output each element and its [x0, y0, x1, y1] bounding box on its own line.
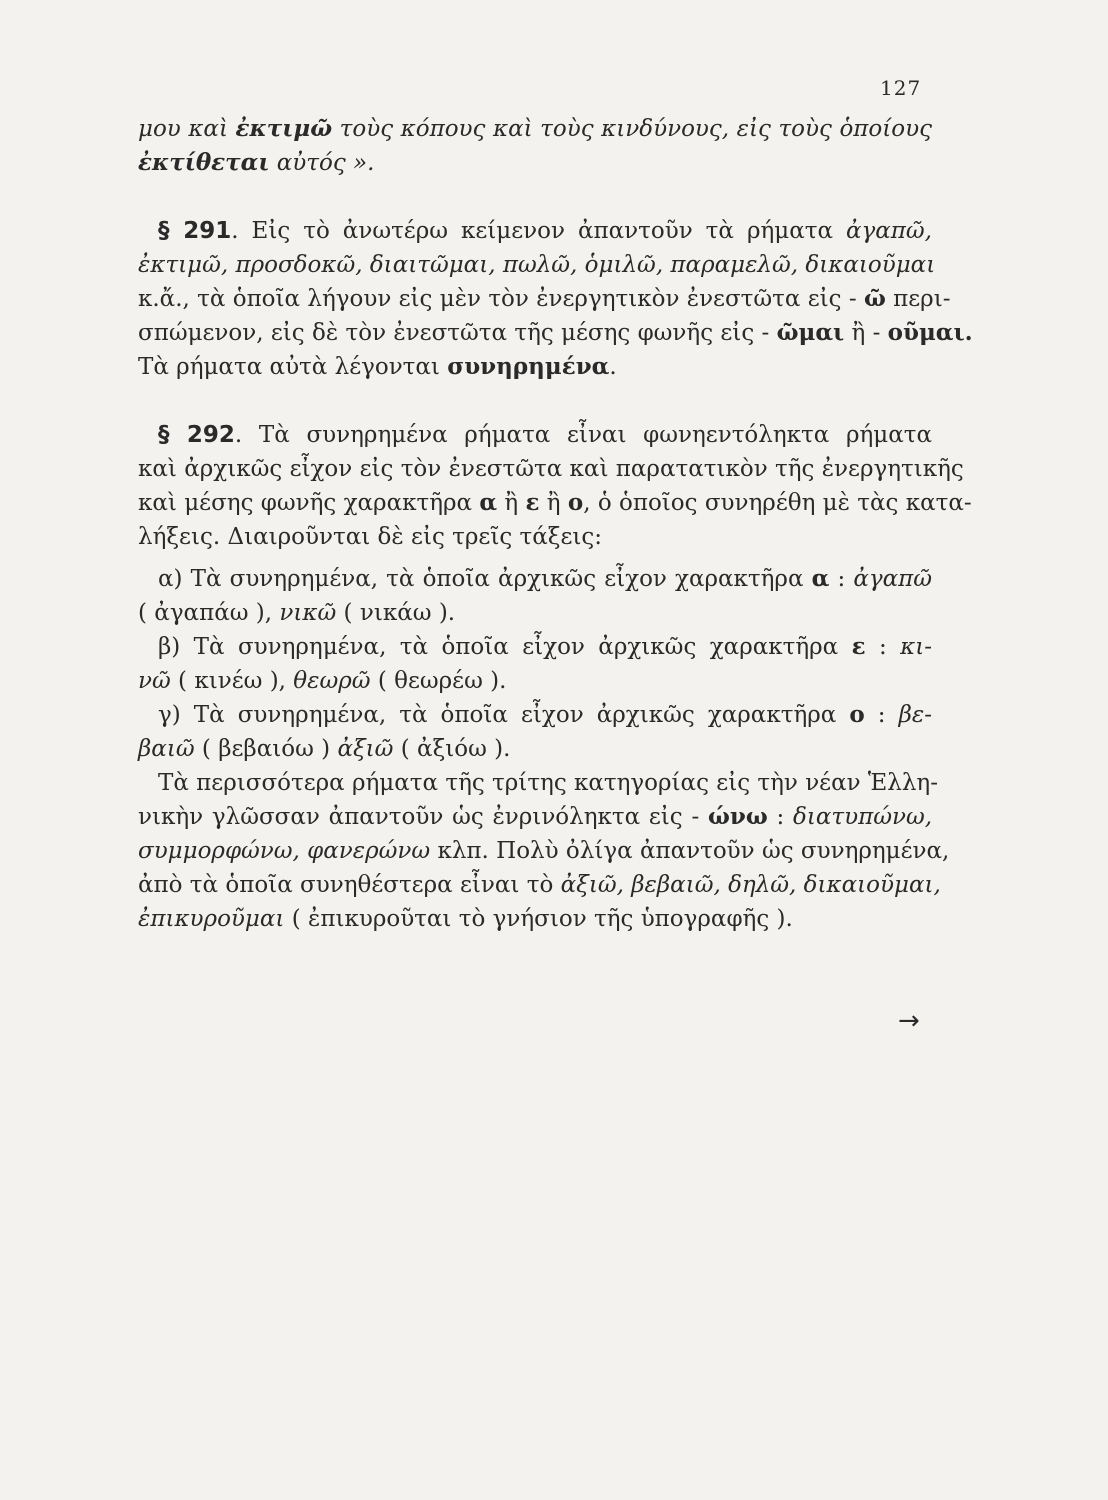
text-span: βε-: [898, 702, 932, 728]
text-span: ἀξιῶ, βεβαιῶ, δηλῶ, δικαιοῦμαι,: [560, 872, 941, 898]
text-span: α) Τὰ συνηρημένα, τὰ ὁποῖα ἀρχικῶς εἶχον χαρακτῆρα: [158, 566, 812, 592]
text-span: ἀγαπῶ: [853, 566, 932, 592]
text-line: [138, 350, 932, 384]
text-span: ἀξιῶ: [337, 736, 394, 762]
text-line: [138, 486, 972, 520]
text-line: [138, 800, 932, 834]
text-span: . Τὰ συνηρημένα ρήματα εἶναι φωνηεντόληκτα ρήματα: [234, 422, 932, 448]
text-span: Τὰ ρήματα αὐτὰ λέγονται: [138, 354, 448, 380]
text-line: [138, 146, 932, 180]
text-span: καὶ μέσης φωνῆς χαρακτῆρα: [138, 490, 480, 516]
bold-term: ο: [849, 701, 865, 728]
text-span: κλπ. Πολὺ ὀλίγα ἀπαντοῦν ὡς συνηρημένα,: [430, 838, 950, 864]
text-span: :: [767, 804, 793, 830]
text-span: κι-: [900, 634, 933, 660]
text-span: γ) Τὰ συνηρημένα, τὰ ὁποῖα εἶχον ἀρχικῶς χαρακτῆρα: [158, 702, 850, 728]
text-span: λήξεις. Διαιροῦνται δὲ εἰς τρεῖς τάξεις:: [138, 524, 603, 550]
text-span: ( ἐπικυροῦται τὸ γνήσιον τῆς ὑπογραφῆς ).: [284, 906, 793, 932]
text-span: κ.ἄ., τὰ ὁποῖα λήγουν εἰς μὲν τὸν ἐνεργητικὸν ἐνεστῶτα εἰς -: [138, 286, 864, 312]
text-span: ἀγαπῶ,: [846, 218, 932, 244]
bold-term: ῶμαι: [776, 319, 845, 346]
section-291-heading-line: [158, 214, 932, 248]
text-span: ( βεβαιόω ): [194, 736, 338, 762]
continue-arrow-icon: →: [898, 1006, 920, 1036]
list-item-beta: [158, 630, 932, 664]
bold-term: ῶ: [863, 285, 886, 312]
text-span: , ὁ ὁποῖος συνηρέθη μὲ τὰς κατα-: [583, 490, 972, 516]
list-item-gamma: [158, 698, 932, 732]
text-span: τοὺς κόπους καὶ τοὺς κινδύνους, εἰς τοὺς ὁποίους: [332, 116, 932, 142]
text-span: συμμορφώνω, φανερώνω: [138, 838, 431, 864]
bold-term: α: [811, 565, 830, 592]
text-span: ἢ -: [844, 320, 888, 346]
text-span: :: [864, 702, 899, 728]
text-line: [138, 596, 932, 630]
text-span: νικῶ: [279, 600, 337, 626]
text-span: ( ἀγαπάω ),: [138, 600, 280, 626]
text-span: :: [865, 634, 901, 660]
page-number: 127: [880, 76, 922, 100]
bold-term: ο: [567, 489, 584, 516]
text-line: [138, 520, 932, 554]
text-span: :: [829, 566, 854, 592]
bold-term: ἐκτιμῶ: [235, 115, 333, 142]
text-line: [138, 282, 951, 316]
bold-term: ώνω: [707, 803, 768, 830]
text-span: περι-: [885, 286, 951, 312]
text-span: Τὰ περισσότερα ρήματα τῆς τρίτης κατηγορίας εἰς τὴν νέαν Ἑλλη-: [158, 770, 938, 796]
text-span: ἢ: [497, 490, 526, 516]
bold-term: α: [479, 489, 498, 516]
text-span: καὶ ἀρχικῶς εἶχον εἰς τὸν ἐνεστῶτα καὶ παρατατικὸν τῆς ἐνεργητικῆς: [138, 456, 964, 482]
text-line: [138, 732, 932, 766]
text-line: [138, 112, 932, 146]
text-span: ( ἀξιόω ).: [393, 736, 511, 762]
bold-term: ἐκτίθεται: [138, 149, 270, 176]
text-span: β) Τὰ συνηρημένα, τὰ ὁποῖα εἶχον ἀρχικῶς χαρακτῆρα: [158, 634, 852, 660]
text-line: [138, 452, 964, 486]
section-292-heading-line: [158, 418, 932, 452]
bold-term: ε: [851, 633, 866, 660]
bold-term: συνηρημένα: [447, 353, 610, 380]
text-line: [138, 316, 973, 350]
text-line: [138, 902, 932, 936]
section-number: § 291: [158, 218, 232, 244]
text-span: διατυπώνω,: [792, 804, 933, 830]
text-span: ἐπικυροῦμαι: [138, 906, 285, 932]
text-line: [138, 248, 936, 282]
text-span: ἢ: [539, 490, 568, 516]
text-span: ( νικάω ).: [336, 600, 456, 626]
bold-term: ε: [525, 489, 540, 516]
text-span: ( θεωρέω ).: [370, 668, 507, 694]
text-line: [158, 766, 938, 800]
text-span: ἐκτιμῶ, προσδοκῶ, διαιτῶμαι, πωλῶ, ὁμιλῶ, παραμελῶ, δικαιοῦμαι: [138, 252, 936, 278]
text-span: . Εἰς τὸ ἀνωτέρω κείμενον ἀπαντοῦν τὰ ρήματα: [231, 218, 846, 244]
text-span: ( κινέω ),: [170, 668, 294, 694]
text-line: [138, 834, 950, 868]
text-line: [138, 664, 932, 698]
text-span: .: [609, 354, 617, 380]
text-span: βαιῶ: [138, 736, 195, 762]
text-span: ἀπὸ τὰ ὁποῖα συνηθέστερα εἶναι τὸ: [138, 872, 561, 898]
text-span: νικὴν γλῶσσαν ἀπαντοῦν ὡς ἐνρινόληκτα εἰς -: [138, 804, 708, 830]
list-item-alpha: [158, 562, 932, 596]
text-line: [138, 868, 941, 902]
text-span: αὐτός ».: [269, 150, 375, 176]
text-span: μου καὶ: [138, 116, 236, 142]
text-span: θεωρῶ: [293, 668, 371, 694]
text-span: σπώμενον, εἰς δὲ τὸν ἐνεστῶτα τῆς μέσης φωνῆς εἰς -: [138, 320, 777, 346]
text-span: νῶ: [138, 668, 171, 694]
section-number: § 292: [158, 422, 235, 448]
bold-term: οῦμαι.: [887, 319, 973, 346]
